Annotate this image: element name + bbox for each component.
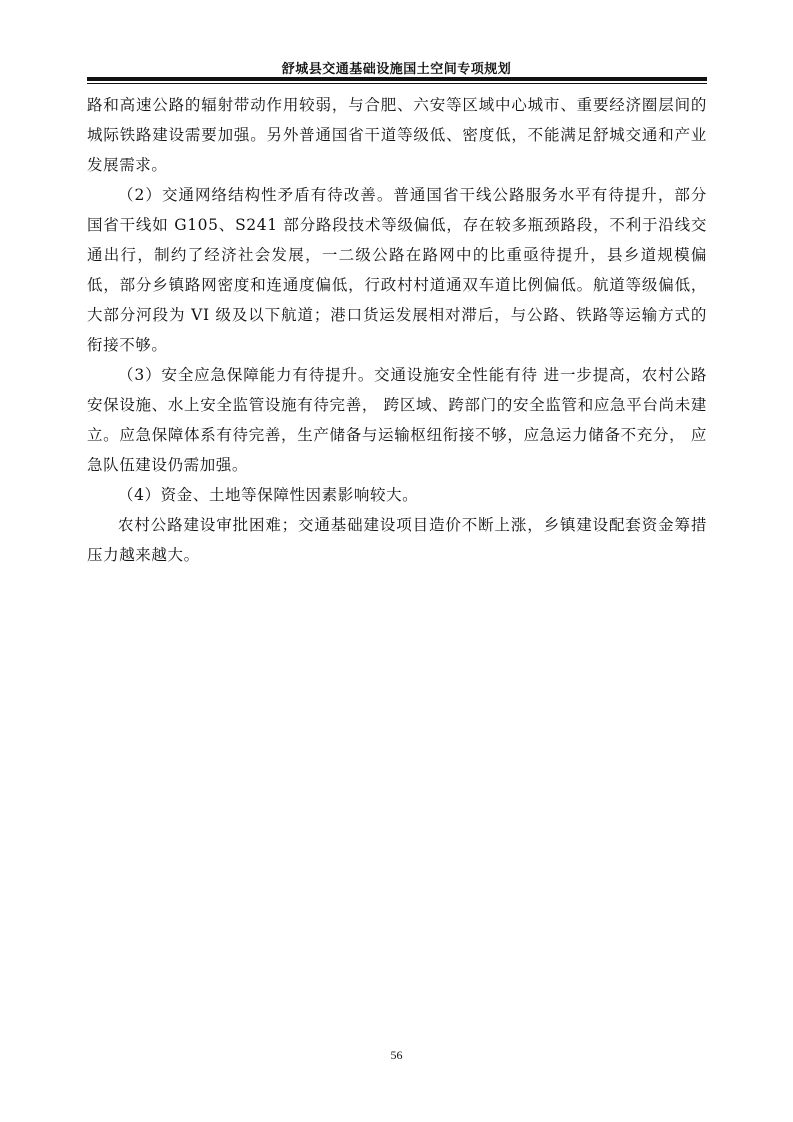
header-rule-thin bbox=[87, 83, 707, 84]
paragraph-network-structure: （2）交通网络结构性矛盾有待改善。普通国省干线公路服务水平有待提升，部分国省干线如 G105、S241 部分路段技术等级偏低，存在较多瓶颈路段，不利于沿线交通出行，制约了经济社会发展，一二级公路在路网中的比重亟待提升，县乡道规模偏低，部分乡镇路网密度和连通度偏低，行政村村道通双车道比例偏低。航道等级偏低，大部分河段为 VI 级及以下航道；港口货运发展相对滞后，与公路、铁路等运输方式的衔接不够。 bbox=[87, 186, 707, 354]
paragraph-safety-emergency: （3）安全应急保障能力有待提升。交通设施安全性能有待 进一步提高，农村公路安保设施、水上安全监管设施有待完善， 跨区域、跨部门的安全监管和应急平台尚未建立。应急保障体系有待完善，生产储备与运输枢纽衔接不够，应急运力储备不充分， 应急队伍建设仍需加强。 bbox=[87, 366, 707, 474]
header-rule-thick bbox=[87, 77, 707, 81]
document-body bbox=[87, 90, 707, 570]
page-number: 56 bbox=[390, 1048, 403, 1062]
paragraph-continuation: 路和高速公路的辐射带动作用较弱，与合肥、六安等区域中心城市、重要经济圈层间的城际铁路建设需要加强。另外普通国省干道等级低、密度低，不能满足舒城交通和产业发展需求。 bbox=[87, 96, 707, 174]
paragraph-rural-roads: 农村公路建设审批困难；交通基础建设项目造价不断上涨，乡镇建设配套资金筹措压力越来越大。 bbox=[87, 516, 707, 564]
page-header-title: 舒城县交通基础设施国土空间专项规划 bbox=[281, 62, 512, 77]
paragraph-funding-land: （4）资金、土地等保障性因素影响较大。 bbox=[118, 486, 419, 504]
